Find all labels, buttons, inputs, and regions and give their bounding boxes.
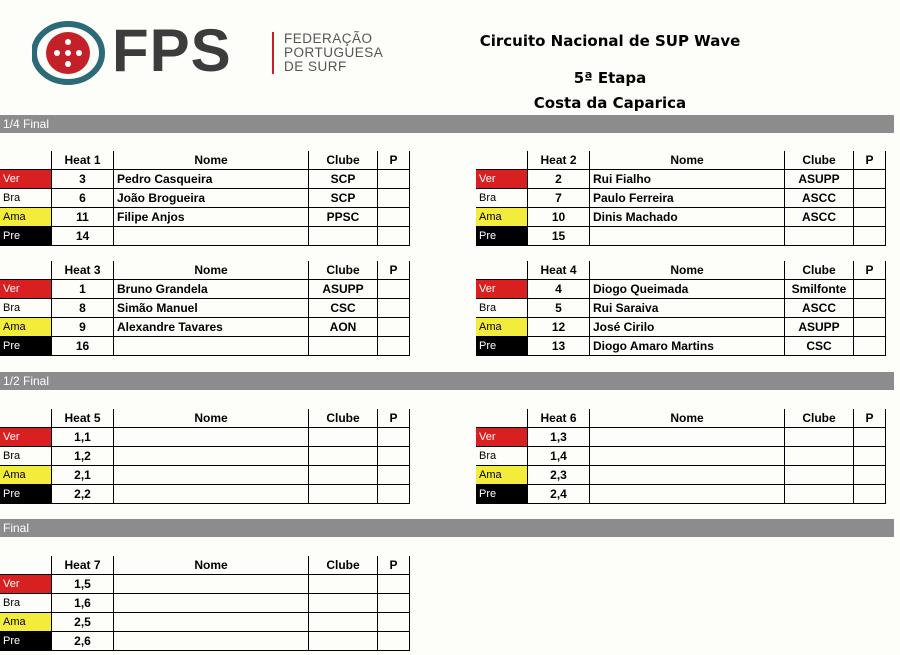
nome-cell: [114, 594, 309, 613]
clube-header: Clube: [785, 261, 854, 280]
seed-cell: 13: [528, 337, 590, 356]
points-cell: [378, 337, 410, 356]
points-cell: [378, 447, 410, 466]
heat-header-row: [0, 261, 410, 280]
logo-text: FPS: [112, 17, 232, 84]
table-row: [0, 466, 410, 485]
clube-cell: [785, 485, 854, 504]
table-row: [0, 280, 410, 299]
nome-cell: [114, 485, 309, 504]
p-header: P: [378, 556, 410, 575]
table-row: [476, 208, 886, 227]
position-cell: Pre: [0, 337, 52, 356]
heat-table: [476, 261, 886, 356]
points-cell: [378, 208, 410, 227]
heat-title: Heat 7: [52, 556, 114, 575]
position-cell: Ama: [0, 208, 52, 227]
heat-table: [0, 556, 410, 651]
event-title: Circuito Nacional de SUP Wave: [479, 32, 741, 50]
fps-logo: [32, 17, 412, 86]
clube-cell: [309, 594, 378, 613]
heat-header-row: [476, 409, 886, 428]
clube-cell: [309, 613, 378, 632]
seed-cell: 15: [528, 227, 590, 246]
points-cell: [854, 280, 886, 299]
seed-cell: 8: [52, 299, 114, 318]
clube-cell: [309, 227, 378, 246]
logo-subtitle-line: FEDERAÇÃO: [284, 31, 373, 46]
event-stage: 5ª Etapa: [573, 69, 647, 87]
clube-cell: CSC: [785, 337, 854, 356]
event-location: Costa da Caparica: [533, 94, 687, 112]
position-cell: Ama: [0, 466, 52, 485]
seed-cell: 1,3: [528, 428, 590, 447]
nome-cell: [114, 575, 309, 594]
position-cell: Ver: [0, 575, 52, 594]
seed-cell: 1,4: [528, 447, 590, 466]
table-row: [476, 447, 886, 466]
clube-cell: ASUPP: [785, 170, 854, 189]
heat-table: [476, 409, 886, 504]
clube-cell: [309, 485, 378, 504]
heat-title: Heat 3: [52, 261, 114, 280]
table-row: [476, 466, 886, 485]
table-row: [0, 613, 410, 632]
position-cell: Pre: [0, 632, 52, 651]
seed-cell: 14: [52, 227, 114, 246]
position-cell: Pre: [0, 485, 52, 504]
table-row: [476, 485, 886, 504]
seed-cell: 2: [528, 170, 590, 189]
clube-cell: ASCC: [785, 189, 854, 208]
nome-cell: Dinis Machado: [590, 208, 785, 227]
clube-cell: ASUPP: [309, 280, 378, 299]
seed-cell: 11: [52, 208, 114, 227]
position-cell: Ver: [476, 170, 528, 189]
heat-table: [0, 151, 410, 246]
position-cell: Ver: [0, 428, 52, 447]
nome-cell: [590, 485, 785, 504]
seed-cell: 9: [52, 318, 114, 337]
clube-header: Clube: [309, 151, 378, 170]
pos-header: [0, 556, 52, 575]
nome-cell: [590, 428, 785, 447]
p-header: P: [378, 261, 410, 280]
table-row: [476, 280, 886, 299]
points-cell: [378, 594, 410, 613]
heat-title: Heat 1: [52, 151, 114, 170]
points-cell: [378, 170, 410, 189]
table-row: [0, 575, 410, 594]
clube-cell: ASCC: [785, 208, 854, 227]
clube-cell: SCP: [309, 189, 378, 208]
position-cell: Bra: [476, 299, 528, 318]
seed-cell: 16: [52, 337, 114, 356]
clube-cell: [309, 337, 378, 356]
seed-cell: 1,6: [52, 594, 114, 613]
p-header: P: [854, 409, 886, 428]
clube-header: Clube: [309, 556, 378, 575]
points-cell: [854, 447, 886, 466]
table-row: [476, 318, 886, 337]
nome-cell: Paulo Ferreira: [590, 189, 785, 208]
nome-cell: [114, 632, 309, 651]
clube-cell: [309, 632, 378, 651]
section-final: Final: [0, 519, 894, 537]
nome-cell: Diogo Queimada: [590, 280, 785, 299]
seed-cell: 2,5: [52, 613, 114, 632]
nome-cell: Rui Fialho: [590, 170, 785, 189]
table-row: [0, 485, 410, 504]
clube-cell: [785, 466, 854, 485]
nome-header: Nome: [114, 261, 309, 280]
nome-cell: João Brogueira: [114, 189, 309, 208]
table-row: [0, 299, 410, 318]
pos-header: [476, 409, 528, 428]
nome-cell: [114, 447, 309, 466]
clube-cell: [309, 466, 378, 485]
clube-cell: [785, 428, 854, 447]
position-cell: Ama: [0, 318, 52, 337]
table-row: [0, 632, 410, 651]
points-cell: [854, 170, 886, 189]
table-row: [0, 227, 410, 246]
logo-subtitle: [284, 32, 383, 74]
heat-title: Heat 5: [52, 409, 114, 428]
clube-cell: CSC: [309, 299, 378, 318]
p-header: P: [854, 151, 886, 170]
heat-header-row: [0, 556, 410, 575]
seed-cell: 3: [52, 170, 114, 189]
seed-cell: 12: [528, 318, 590, 337]
position-cell: Bra: [476, 447, 528, 466]
nome-cell: Pedro Casqueira: [114, 170, 309, 189]
table-row: [476, 189, 886, 208]
clube-cell: [309, 447, 378, 466]
points-cell: [378, 466, 410, 485]
clube-cell: SCP: [309, 170, 378, 189]
points-cell: [854, 189, 886, 208]
nome-cell: Bruno Grandela: [114, 280, 309, 299]
nome-cell: [114, 227, 309, 246]
nome-cell: [590, 466, 785, 485]
seed-cell: 2,6: [52, 632, 114, 651]
points-cell: [378, 485, 410, 504]
heat-header-row: [476, 151, 886, 170]
heat-table: [0, 409, 410, 504]
nome-header: Nome: [590, 261, 785, 280]
points-cell: [854, 485, 886, 504]
logo-subtitle-line: DE SURF: [284, 59, 347, 74]
clube-header: Clube: [785, 151, 854, 170]
pos-header: [476, 261, 528, 280]
position-cell: Ver: [0, 280, 52, 299]
position-cell: Ama: [476, 318, 528, 337]
position-cell: Pre: [476, 485, 528, 504]
position-cell: Pre: [0, 227, 52, 246]
nome-header: Nome: [590, 151, 785, 170]
position-cell: Ama: [0, 613, 52, 632]
table-row: [0, 447, 410, 466]
table-row: [476, 337, 886, 356]
seed-cell: 4: [528, 280, 590, 299]
points-cell: [378, 632, 410, 651]
heat-title: Heat 4: [528, 261, 590, 280]
points-cell: [378, 189, 410, 208]
pos-header: [0, 409, 52, 428]
clube-cell: ASCC: [785, 299, 854, 318]
position-cell: Pre: [476, 337, 528, 356]
nome-cell: Diogo Amaro Martins: [590, 337, 785, 356]
seed-cell: 1,5: [52, 575, 114, 594]
table-row: [0, 337, 410, 356]
clube-cell: [785, 227, 854, 246]
heat-table: [476, 151, 886, 246]
table-row: [0, 318, 410, 337]
nome-cell: [114, 428, 309, 447]
section-quarter-final: 1/4 Final: [0, 115, 894, 133]
nome-cell: Alexandre Tavares: [114, 318, 309, 337]
table-row: [0, 208, 410, 227]
seed-cell: 1,2: [52, 447, 114, 466]
points-cell: [378, 428, 410, 447]
clube-cell: ASUPP: [785, 318, 854, 337]
heat-table: [0, 261, 410, 356]
nome-cell: [114, 466, 309, 485]
nome-header: Nome: [114, 556, 309, 575]
seed-cell: 7: [528, 189, 590, 208]
heat-title: Heat 2: [528, 151, 590, 170]
clube-cell: Smilfonte: [785, 280, 854, 299]
position-cell: Ama: [476, 208, 528, 227]
nome-cell: [590, 447, 785, 466]
table-row: [476, 170, 886, 189]
position-cell: Pre: [476, 227, 528, 246]
points-cell: [378, 280, 410, 299]
points-cell: [854, 318, 886, 337]
points-cell: [378, 575, 410, 594]
position-cell: Ver: [0, 170, 52, 189]
fps-emblem-icon: [32, 20, 108, 86]
table-row: [0, 594, 410, 613]
table-row: [476, 227, 886, 246]
seed-cell: 10: [528, 208, 590, 227]
pos-header: [0, 151, 52, 170]
nome-header: Nome: [114, 151, 309, 170]
nome-cell: José Cirilo: [590, 318, 785, 337]
pos-header: [476, 151, 528, 170]
points-cell: [854, 227, 886, 246]
points-cell: [378, 299, 410, 318]
section-semi-final: 1/2 Final: [0, 372, 894, 390]
seed-cell: 2,1: [52, 466, 114, 485]
nome-cell: Simão Manuel: [114, 299, 309, 318]
heat-header-row: [476, 261, 886, 280]
points-cell: [854, 466, 886, 485]
table-row: [476, 428, 886, 447]
clube-cell: [309, 428, 378, 447]
clube-cell: [309, 575, 378, 594]
seed-cell: 2,4: [528, 485, 590, 504]
nome-header: Nome: [590, 409, 785, 428]
position-cell: Bra: [0, 299, 52, 318]
points-cell: [854, 428, 886, 447]
clube-header: Clube: [309, 409, 378, 428]
seed-cell: 5: [528, 299, 590, 318]
points-cell: [854, 337, 886, 356]
seed-cell: 6: [52, 189, 114, 208]
points-cell: [854, 208, 886, 227]
position-cell: Bra: [0, 189, 52, 208]
p-header: P: [378, 151, 410, 170]
clube-header: Clube: [309, 261, 378, 280]
seed-cell: 2,2: [52, 485, 114, 504]
seed-cell: 1: [52, 280, 114, 299]
logo-subtitle-line: PORTUGUESA: [284, 45, 384, 60]
heat-header-row: [0, 409, 410, 428]
nome-cell: [590, 227, 785, 246]
table-row: [0, 170, 410, 189]
nome-cell: [114, 337, 309, 356]
p-header: P: [854, 261, 886, 280]
position-cell: Bra: [0, 447, 52, 466]
position-cell: Ver: [476, 428, 528, 447]
heat-header-row: [0, 151, 410, 170]
clube-cell: [785, 447, 854, 466]
table-row: [476, 299, 886, 318]
nome-cell: Rui Saraiva: [590, 299, 785, 318]
position-cell: Ver: [476, 280, 528, 299]
seed-cell: 1,1: [52, 428, 114, 447]
clube-header: Clube: [785, 409, 854, 428]
points-cell: [378, 318, 410, 337]
p-header: P: [378, 409, 410, 428]
position-cell: Ama: [476, 466, 528, 485]
nome-cell: [114, 613, 309, 632]
heat-title: Heat 6: [528, 409, 590, 428]
position-cell: Bra: [0, 594, 52, 613]
clube-cell: PPSC: [309, 208, 378, 227]
points-cell: [378, 613, 410, 632]
nome-cell: Filipe Anjos: [114, 208, 309, 227]
logo-divider: [272, 32, 274, 74]
points-cell: [854, 299, 886, 318]
clube-cell: AON: [309, 318, 378, 337]
position-cell: Bra: [476, 189, 528, 208]
table-row: [0, 189, 410, 208]
pos-header: [0, 261, 52, 280]
seed-cell: 2,3: [528, 466, 590, 485]
points-cell: [378, 227, 410, 246]
nome-header: Nome: [114, 409, 309, 428]
table-row: [0, 428, 410, 447]
